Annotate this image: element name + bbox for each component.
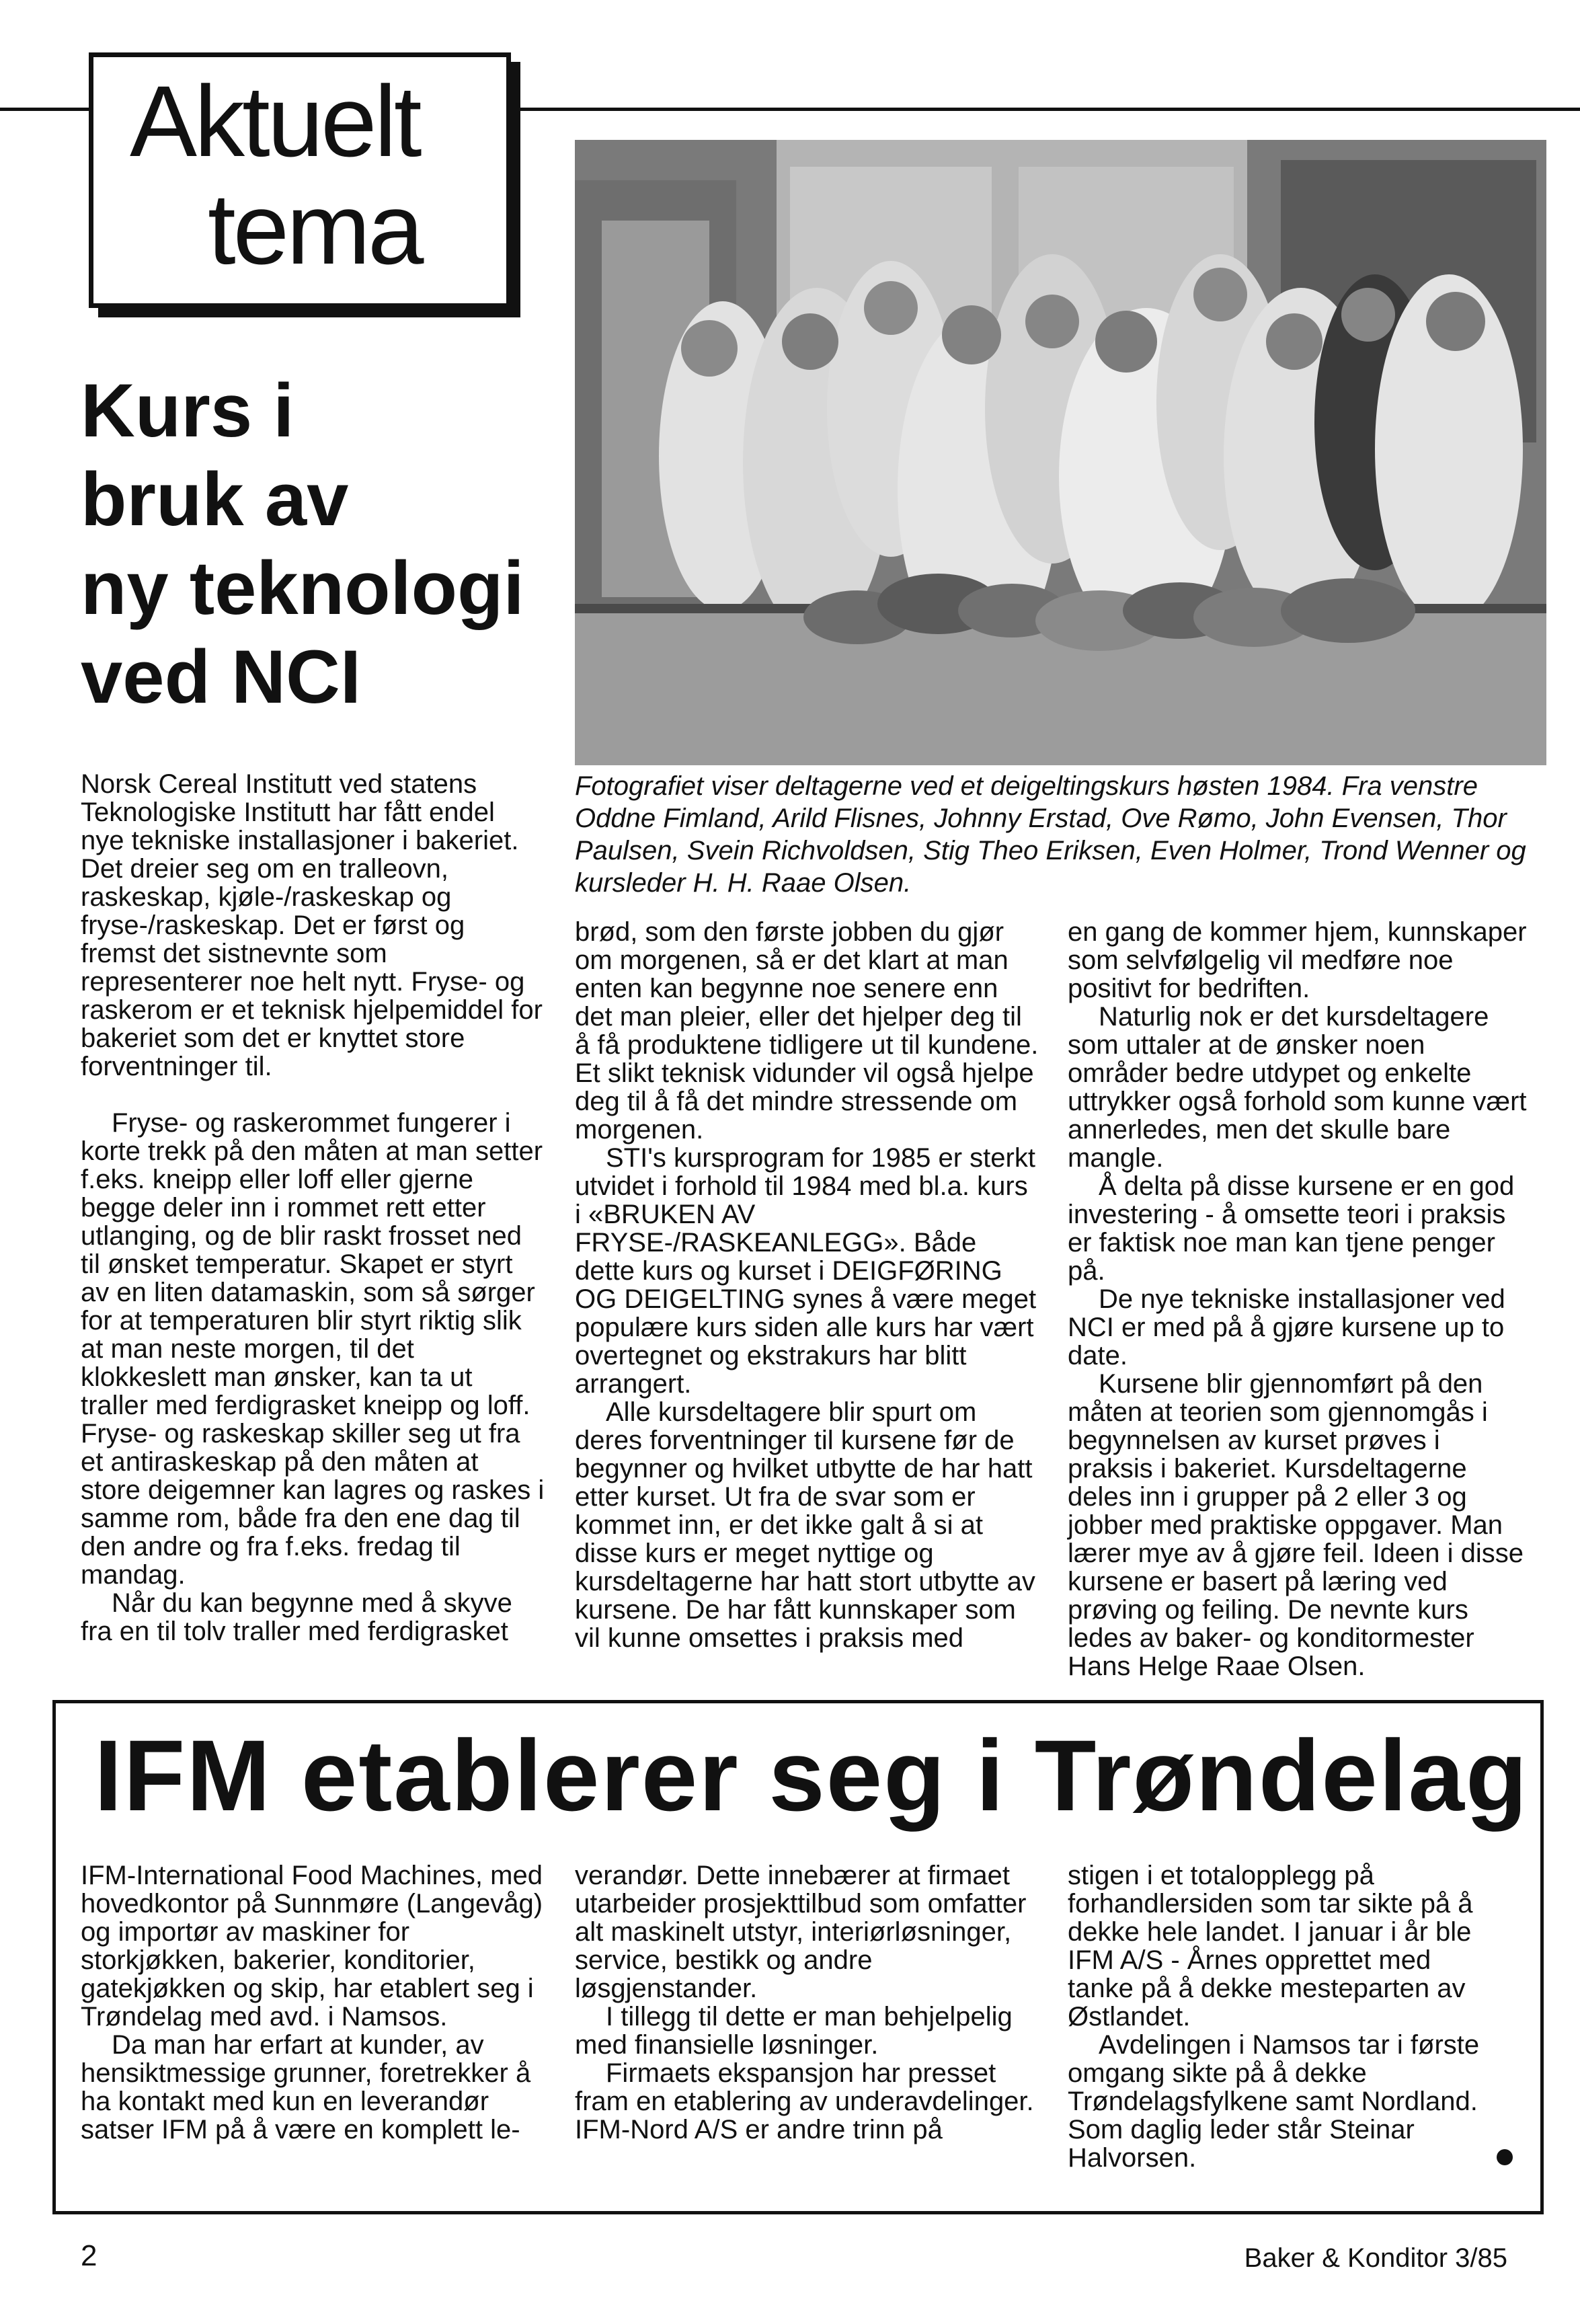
paragraph: Naturlig nok er det kursdeltagere som uttaler at de ønsker noen områder bedre utdypet og enkelte uttrykker også forhold som kunne vært annerledes, men det skulle bare mangle. [1068, 1002, 1527, 1173]
headline-line: ny teknologi [81, 546, 524, 630]
news-column-3 [1068, 1861, 1498, 2172]
paragraph: Avdelingen i Namsos tar i første omgang sikte på å dekke Trøndelagsfylkene samt Nordland. Som daglig leder står Steinar Halvorsen. [1068, 2030, 1480, 2173]
paragraph: Kursene blir gjennomført på den måten at teorien som gjennomgås i begynnelsen av kurset prøves i praksis i bakeriet. Kursdeltagerne deles inn i grupper på 2 eller 3 og jobber med praktiske oppgaver. Man lærer mye av å gjøre feil. Ideen i disse kursene er basert på læring ved prøving og feiling. De nevnte kurs ledes av baker- og konditormester Hans Helge Raae Olsen. [1068, 1369, 1524, 1681]
kicker-line-2: tema [208, 172, 422, 285]
photo-caption: Fotografiet viser deltagerne ved et deigeltingskurs høsten 1984. Fra venstre Oddne Fimland, Arild Flisnes, Johnny Erstad, Ove Rømo, John Evensen, Thor Paulsen, Svein Richvoldsen, Stig Theo Eriksen, Even Holmer, Trond Wenner og kursleder H. H. Raae Olsen. [575, 771, 1526, 898]
paragraph: STI's kursprogram for 1985 er sterkt utvidet i forhold til 1984 med bl.a. kurs i «BRUKEN AV FRYSE-/RASKEANLEGG». Både dette kurs og kurset i DEIGFØRING OG DEIGELTING synes å være meget populære kurs siden alle kurs har vært overtegnet og ekstrakurs har blitt arrangert. [575, 1143, 1037, 1399]
news-headline: IFM etablerer seg i Trøndelag [94, 1719, 1529, 1832]
headline-line: ved NCI [81, 635, 361, 719]
article-column-3 [1068, 918, 1532, 1680]
paragraph: brød, som den første jobben du gjør om morgenen, så er det klart at man enten kan begynne noe senere enn det man pleier, eller det hjelper deg til å få produktene tidligere ut til kundene. Et slikt teknisk vidunder vil også hjelpe deg til å få det mindre stressende om morgenen. [575, 917, 1039, 1145]
paragraph: De nye tekniske installasjoner ved NCI er med på å gjøre kursene up to date. [1068, 1284, 1505, 1370]
paragraph: Firmaets ekspansjon har presset fram en etablering av underavdelinger. IFM-Nord A/S er andre trinn på [575, 2058, 1034, 2144]
group-photo-illustration [575, 140, 1546, 765]
paragraph: IFM-International Food Machines, med hovedkontor på Sunnmøre (Langevåg) og importør av maskiner for storkjøkken, bakerier, konditorier, gatekjøkken og skip, har etablert seg i Trøndelag med avd. i Namsos. [81, 1861, 543, 2031]
paragraph: Fryse- og raskerommet fungerer i korte trekk på den måten at man setter f.eks. kneipp eller loff eller gjerne begge deler inn i rommet rett etter utlanging, og de blir raskt frosset ned til ønsket temperatur. Skapet er styrt av en liten datamaskin, som så sørger for at temperaturen blir styrt riktig slik at man neste morgen, til det klokkeslett man ønsker, kan ta ut traller med ferdigrasket kneipp og loff. Fryse- og raskeskap skiller seg ut fra et antiraskeskap på den måten at store deigemner kan lagres og raskes i samme rom, både fra den ene dag til den andre og fra f.eks. fredag til mandag. [81, 1108, 545, 1590]
paragraph: en gang de kommer hjem, kunnskaper som selvfølgelig vil medføre noe positivt for bedriften. [1068, 917, 1527, 1003]
news-column-1 [81, 1861, 545, 2144]
paragraph: Når du kan begynne med å skyve fra en til tolv traller med ferdigrasket [81, 1588, 512, 1646]
paragraph: I tillegg til dette er man behjelpelig med finansielle løsninger. [575, 2002, 1013, 2060]
paragraph: Da man har erfart at kunder, av hensiktmessige grunner, foretrekker å ha kontakt med kun en leverandør satser IFM på å være en komplett le- [81, 2030, 531, 2144]
group-photo [575, 140, 1546, 765]
section-kicker [89, 52, 511, 308]
headline-line: Kurs i [81, 369, 294, 453]
paragraph: verandør. Dette innebærer at firmaet utarbeider prosjekttilbud som omfatter alt maskinelt utstyr, interiørløsninger, service, bestikk og andre løsgjenstander. [575, 1861, 1027, 2003]
page-number: 2 [81, 2239, 97, 2272]
headline-line: bruk av [81, 457, 349, 541]
news-column-2 [575, 1861, 1039, 2144]
paragraph: stigen i et totalopplegg på forhandlersiden som tar sikte på å dekke hele landet. I januar i år ble IFM A/S - Årnes opprettet med tanke på å dekke mesteparten av Østlandet. [1068, 1861, 1473, 2031]
publication-footer: Baker & Konditor 3/85 [1244, 2243, 1507, 2273]
kicker-line-1: Aktuelt [130, 65, 420, 178]
paragraph: Alle kursdeltagere blir spurt om deres forventninger til kursene før de begynner og hvilket utbytte de har hatt etter kurset. Ut fra de svar som er kommet inn, er det ikke galt å si at disse kurs er meget nyttige og kursdeltagerne har hatt stort utbytte av kursene. De har fått kunnskaper som vil kunne omsettes i praksis med [575, 1397, 1035, 1653]
article-column-2 [575, 918, 1039, 1652]
paragraph: Norsk Cereal Institutt ved statens Teknologiske Institutt har fått endel nye tekniske installasjoner i bakeriet. Det dreier seg om en tralleovn, raskeskap, kjøle-/raskeskap og fryse-/raskeskap. Det er først og fremst det sistnevnte som representerer noe helt nytt. Fryse- og raskerom er et teknisk hjelpemiddel for bakeriet som det er knyttet store forventninger til. [81, 769, 543, 1081]
paragraph: Å delta på disse kursene er en god investering - å omsette teori i praksis er faktisk noe man kan tjene penger på. [1068, 1171, 1515, 1286]
article-column-1 [81, 770, 545, 1645]
end-mark-icon [1497, 2149, 1513, 2165]
article-headline [81, 366, 551, 722]
